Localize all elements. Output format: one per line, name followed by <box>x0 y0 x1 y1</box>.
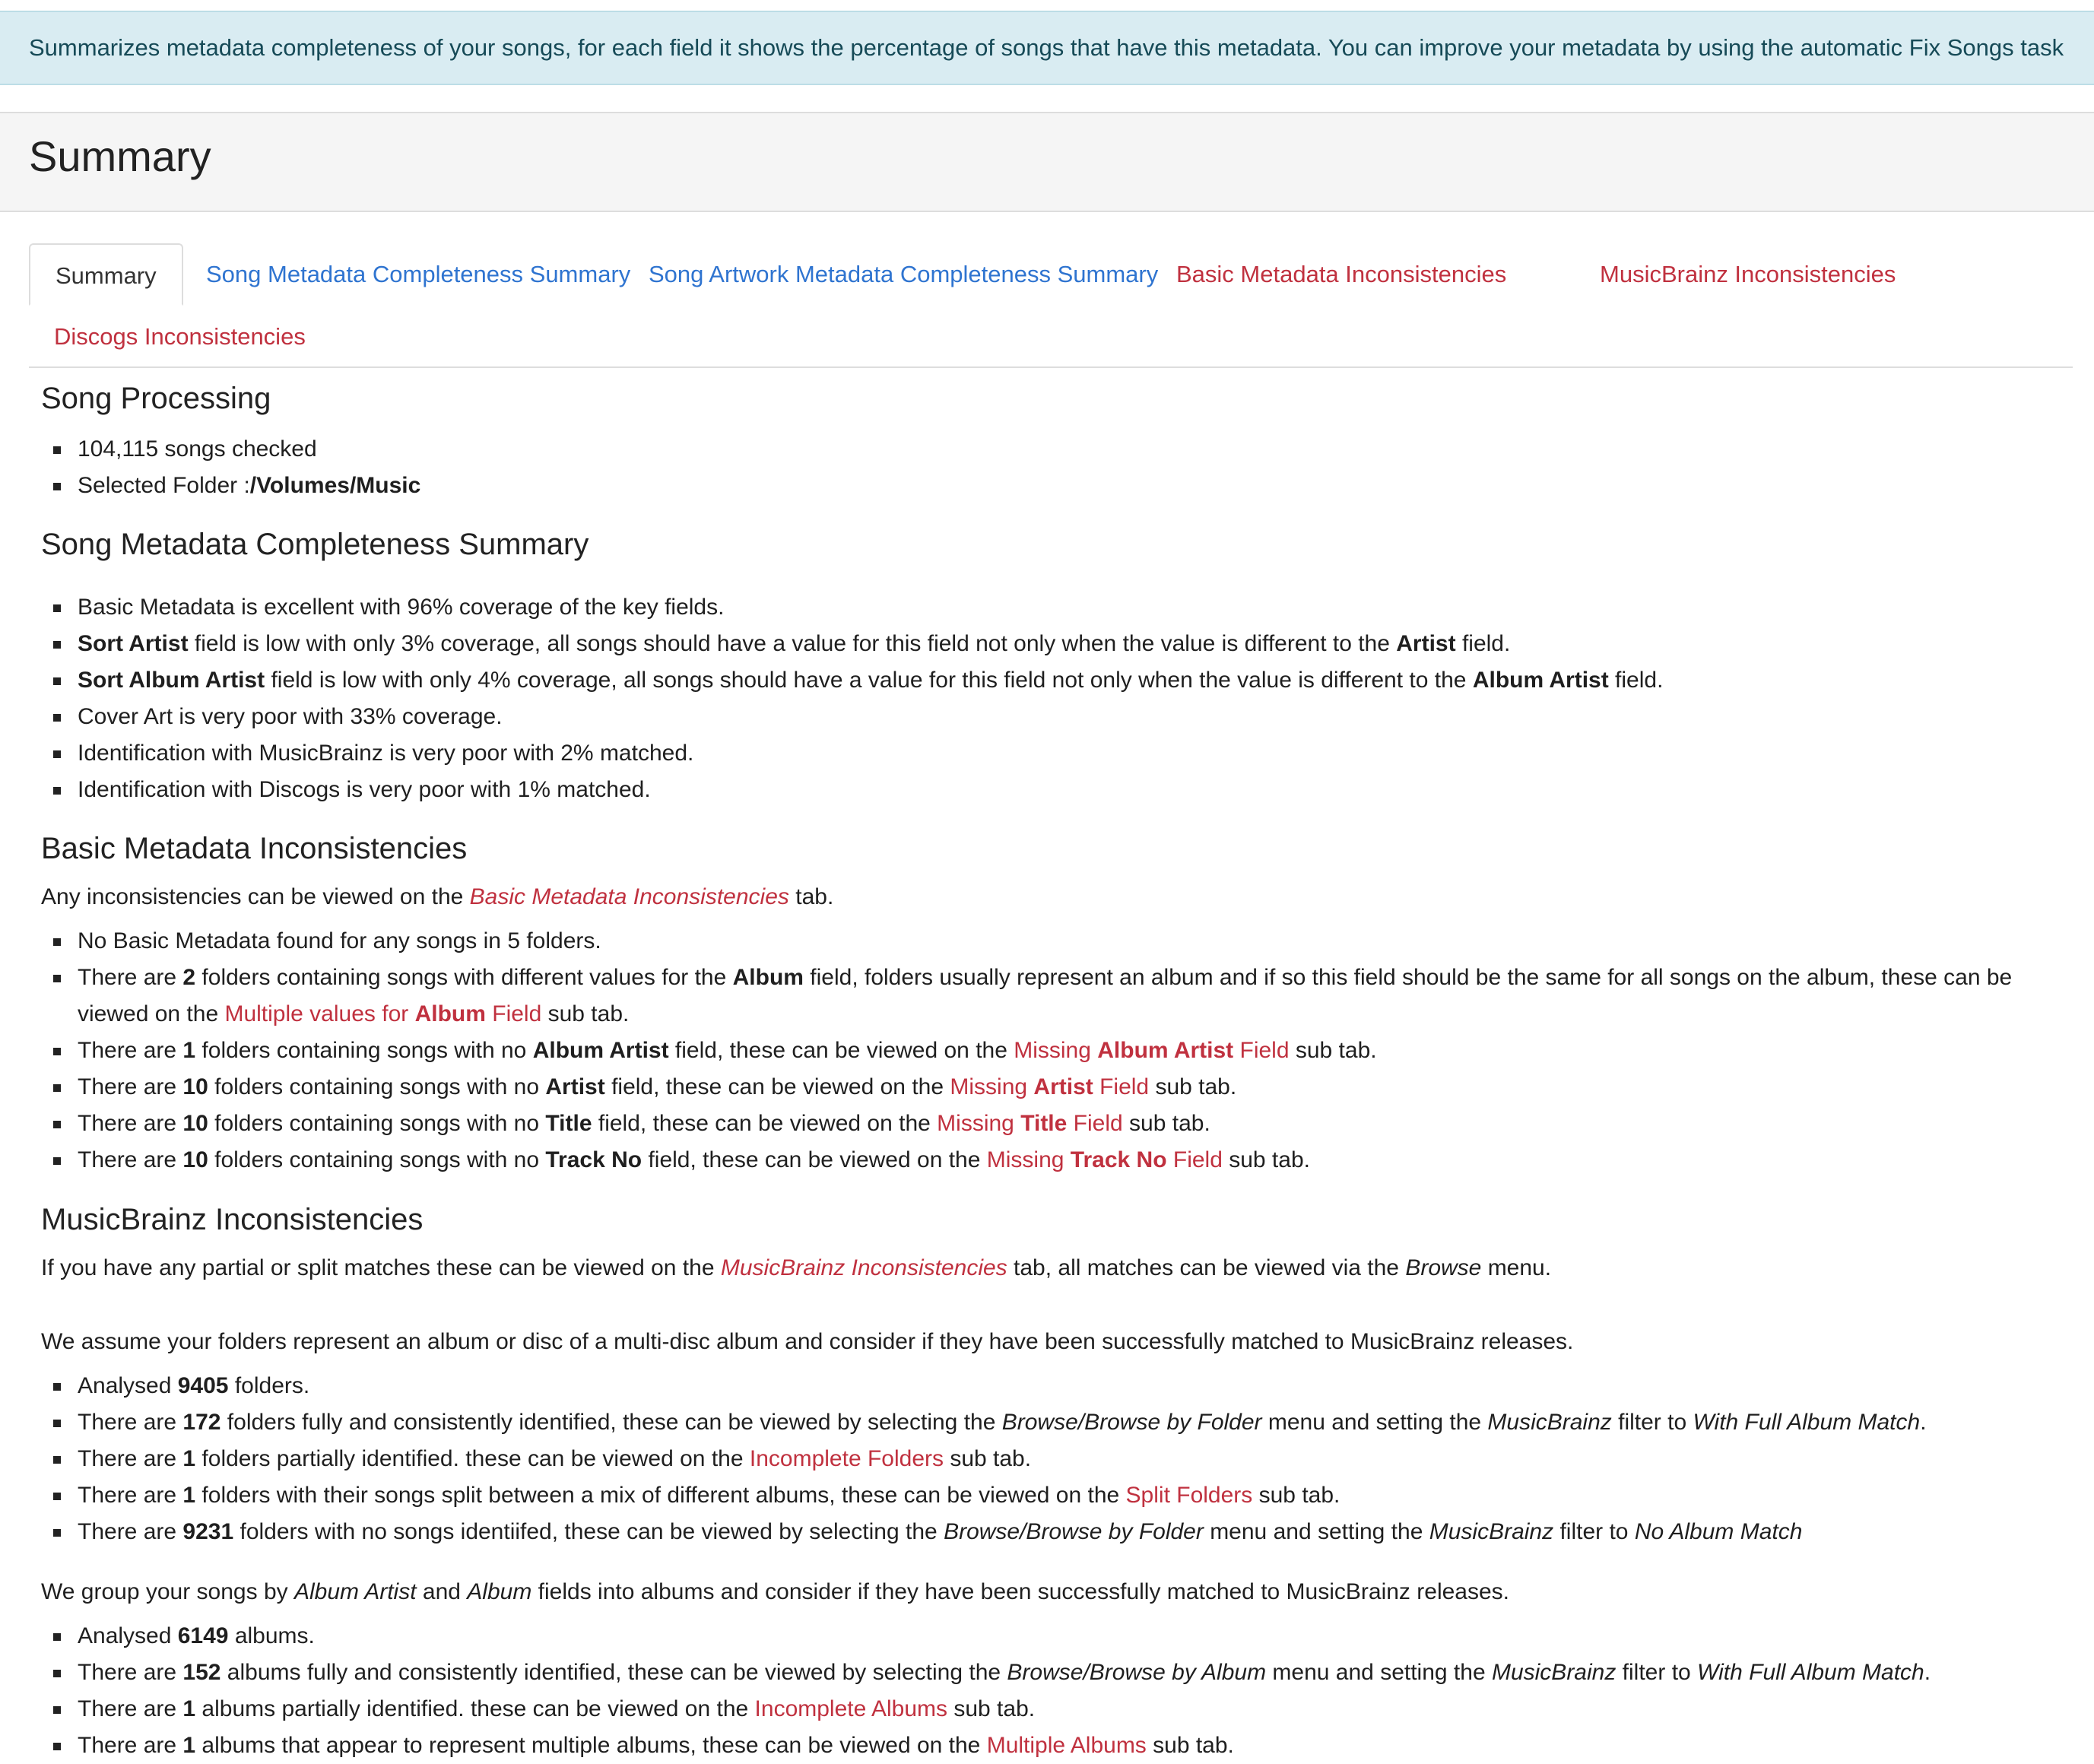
musicbrainz-folders-intro: We assume your folders represent an album or disc of a multi-disc album and consider if they have been successfully matched to MusicBrainz releases. <box>41 1329 1574 1354</box>
musicbrainz-folders-list <box>78 1368 2054 1550</box>
completeness-heading: Song Metadata Completeness Summary <box>41 528 589 561</box>
list-item: Sort Artist field is low with only 3% coverage, all songs should have a value for this field not only when the value is different to the Artist field. <box>78 626 2054 662</box>
list-item: There are 9231 folders with no songs identiifed, these can be viewed by selecting the Browse/Browse by Folder menu and setting the MusicBrainz filter to No Album Match <box>78 1514 2054 1550</box>
completeness-list <box>78 589 2054 808</box>
list-item: No Basic Metadata found for any songs in 5 folders. <box>78 923 2054 960</box>
list-item: There are 1 albums that appear to represent multiple albums, these can be viewed on the Multiple Albums sub tab. <box>78 1728 2054 1764</box>
tab-bar <box>29 243 2073 369</box>
info-banner <box>0 11 2094 85</box>
list-item: There are 10 folders containing songs with no Title field, these can be viewed on the Missing Title Field sub tab. <box>78 1106 2054 1142</box>
missing-track-no-link[interactable]: Missing Track No Field <box>986 1147 1223 1172</box>
missing-artist-link[interactable]: Missing Artist Field <box>950 1074 1150 1099</box>
song-processing-list <box>78 431 2054 504</box>
missing-album-artist-link[interactable]: Missing Album Artist Field <box>1014 1038 1290 1063</box>
list-item: Sort Album Artist field is low with only 4% coverage, all songs should have a value for this field not only when the value is different to the Album Artist field. <box>78 662 2054 699</box>
incomplete-folders-link[interactable]: Incomplete Folders <box>749 1446 944 1471</box>
list-item: There are 1 folders with their songs split between a mix of different albums, these can be viewed on the Split Folders sub tab. <box>78 1477 2054 1514</box>
list-item: Analysed 9405 folders. <box>78 1368 2054 1404</box>
incomplete-albums-link[interactable]: Incomplete Albums <box>754 1696 948 1721</box>
musicbrainz-intro: If you have any partial or split matches these can be viewed on the MusicBrainz Inconsistencies tab, all matches can be viewed via the Browse menu. <box>41 1255 1552 1280</box>
list-item: 104,115 songs checked <box>78 431 2054 468</box>
list-item: Identification with MusicBrainz is very poor with 2% matched. <box>78 735 2054 772</box>
musicbrainz-albums-list <box>78 1618 2054 1764</box>
musicbrainz-inconsistencies-tab-link[interactable]: MusicBrainz Inconsistencies <box>720 1255 1007 1280</box>
tab-bar-divider <box>29 366 2073 368</box>
info-banner-text: Summarizes metadata completeness of your songs, for each field it shows the percentage of songs that have this metadata. You can improve your metadata by using the automatic Fix Songs task <box>29 34 2064 61</box>
tab-musicbrainz-inconsistencies[interactable]: MusicBrainz Inconsistencies <box>1600 261 1896 287</box>
selected-folder-path: /Volumes/Music <box>249 473 421 498</box>
missing-title-link[interactable]: Missing Title Field <box>937 1111 1123 1136</box>
page-header <box>0 112 2094 212</box>
basic-inconsistencies-heading: Basic Metadata Inconsistencies <box>41 832 468 865</box>
list-item: Identification with Discogs is very poor with 1% matched. <box>78 772 2054 808</box>
list-item: Basic Metadata is excellent with 96% coverage of the key fields. <box>78 589 2054 626</box>
tab-summary[interactable]: Summary <box>29 243 183 306</box>
musicbrainz-inconsistencies-heading: MusicBrainz Inconsistencies <box>41 1203 424 1236</box>
basic-inconsistencies-intro: Any inconsistencies can be viewed on the Basic Metadata Inconsistencies tab. <box>41 884 834 909</box>
list-item: Cover Art is very poor with 33% coverage. <box>78 699 2054 735</box>
list-item: There are 2 folders containing songs with different values for the Album field, folders usually represent an album and if so this field should be the same for all songs on the album, these can be viewed on the Multiple values for Album Field sub tab. <box>78 960 2039 1033</box>
tab-basic-metadata-inconsistencies[interactable]: Basic Metadata Inconsistencies <box>1176 261 1507 287</box>
list-item: There are 1 folders partially identified. these can be viewed on the Incomplete Folders sub tab. <box>78 1441 2054 1477</box>
musicbrainz-albums-intro: We group your songs by Album Artist and Album fields into albums and consider if they have been successfully matched to MusicBrainz releases. <box>41 1579 1509 1604</box>
tab-discogs-inconsistencies[interactable]: Discogs Inconsistencies <box>54 323 306 350</box>
page-title: Summary <box>29 132 211 180</box>
list-item: Analysed 6149 albums. <box>78 1618 2054 1655</box>
list-item: There are 10 folders containing songs with no Artist field, these can be viewed on the Missing Artist Field sub tab. <box>78 1069 2054 1106</box>
song-processing-heading: Song Processing <box>41 382 271 415</box>
tab-song-metadata-completeness[interactable]: Song Metadata Completeness Summary <box>206 261 631 287</box>
multiple-albums-link[interactable]: Multiple Albums <box>986 1733 1147 1758</box>
list-item: There are 10 folders containing songs with no Track No field, these can be viewed on the Missing Track No Field sub tab. <box>78 1142 2054 1179</box>
tab-song-artwork-completeness[interactable]: Song Artwork Metadata Completeness Summary <box>649 261 1159 287</box>
list-item: There are 172 folders fully and consistently identified, these can be viewed by selecting the Browse/Browse by Folder menu and setting the MusicBrainz filter to With Full Album Match. <box>78 1404 2054 1441</box>
list-item: There are 1 folders containing songs with no Album Artist field, these can be viewed on the Missing Album Artist Field sub tab. <box>78 1033 2054 1069</box>
multiple-values-album-link[interactable]: Multiple values for Album Field <box>224 1001 542 1026</box>
basic-inconsistencies-list <box>78 923 2054 1179</box>
split-folders-link[interactable]: Split Folders <box>1125 1483 1253 1508</box>
list-item: There are 1 albums partially identified. these can be viewed on the Incomplete Albums sub tab. <box>78 1691 2054 1728</box>
list-item: There are 152 albums fully and consistently identified, these can be viewed by selecting the Browse/Browse by Album menu and setting the MusicBrainz filter to With Full Album Match. <box>78 1655 2054 1691</box>
list-item: Selected Folder :/Volumes/Music <box>78 468 2054 504</box>
basic-inconsistencies-tab-link[interactable]: Basic Metadata Inconsistencies <box>469 884 789 909</box>
